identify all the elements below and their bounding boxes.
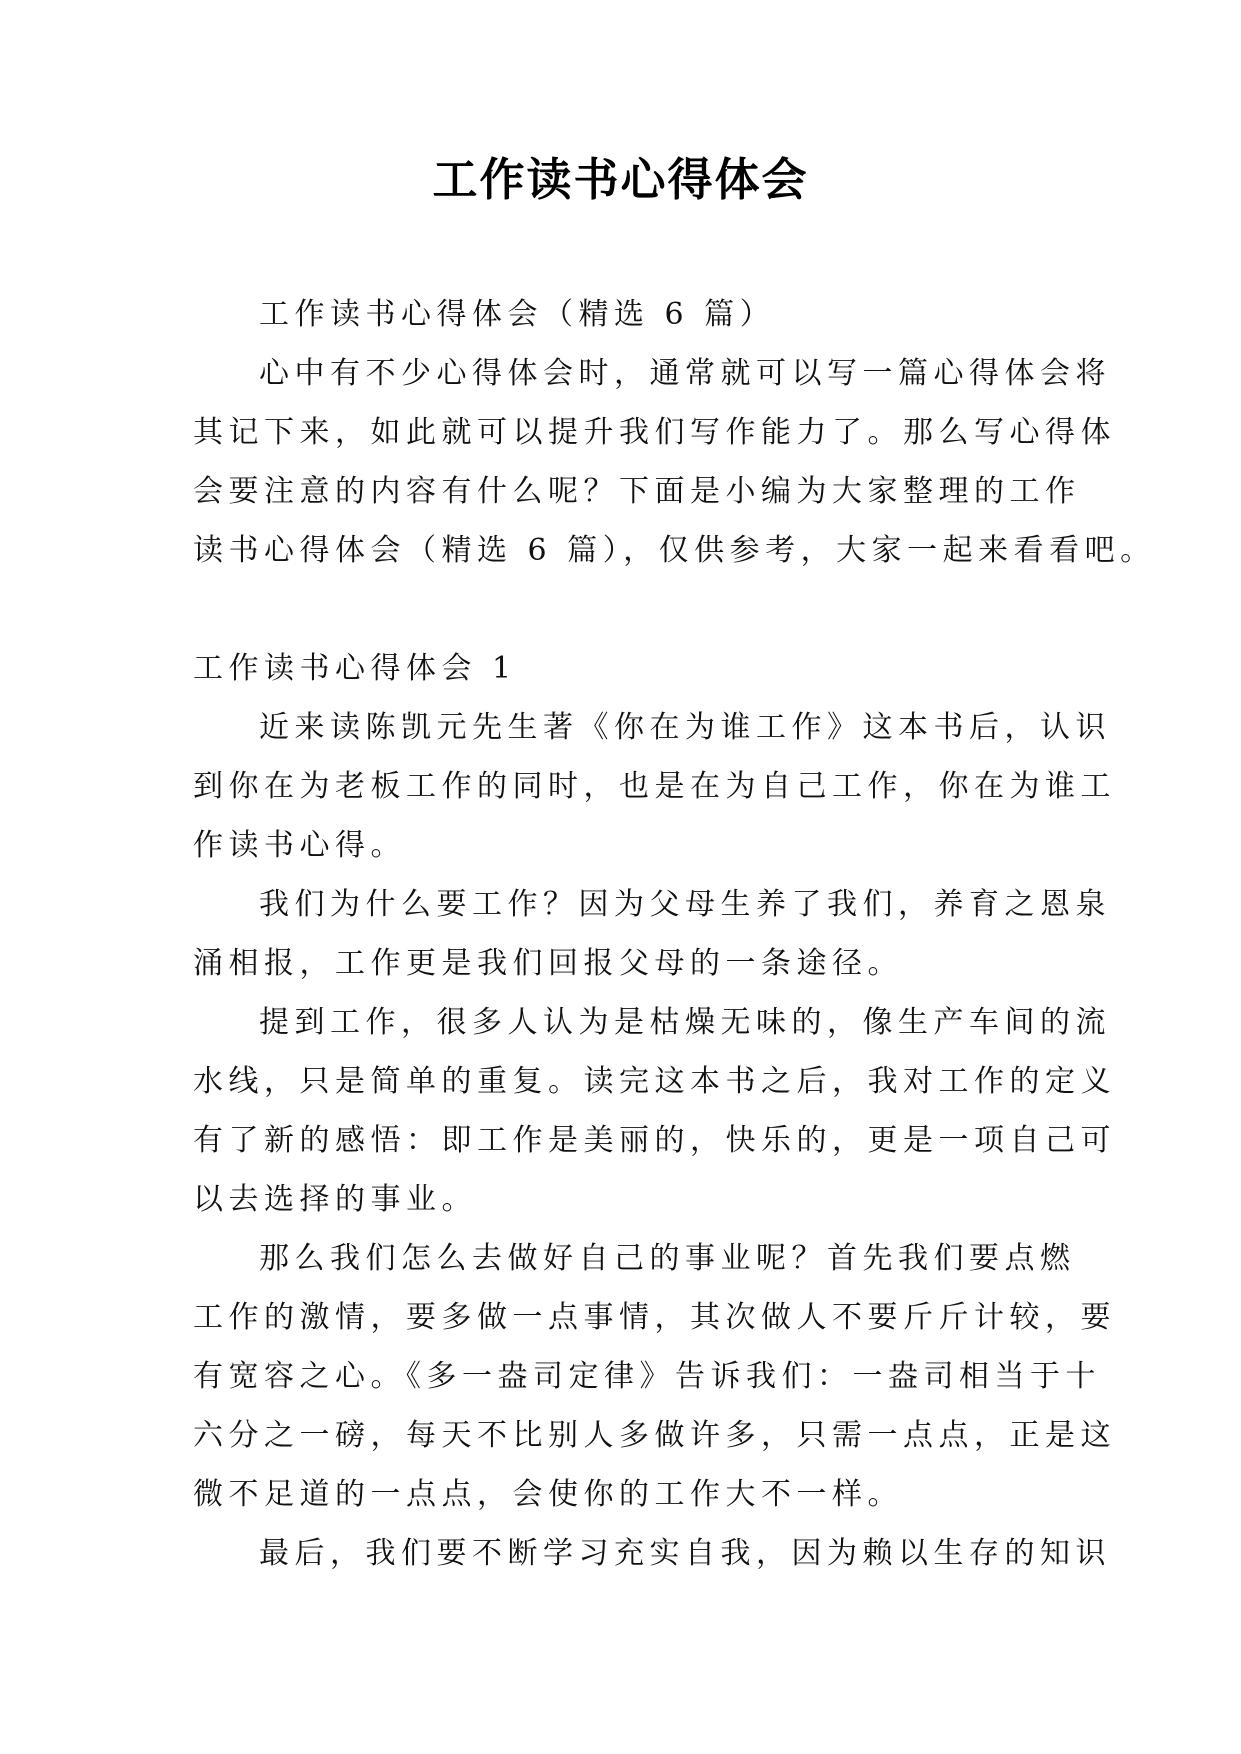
document-subtitle: 工作读书心得体会（精选 6 篇）	[259, 297, 776, 332]
paragraph-line: 水线，只是简单的重复。读完这本书之后，我对工作的定义	[193, 1064, 1116, 1099]
paragraph-line: 最后，我们要不断学习充实自我，因为赖以生存的知识	[259, 1536, 1111, 1571]
document-title: 工作读书心得体会	[432, 153, 809, 206]
paragraph-line: 我们为什么要工作？因为父母生养了我们，养育之恩泉	[259, 887, 1111, 922]
section-heading: 工作读书心得体会 1	[193, 651, 517, 686]
paragraph-line: 读书心得体会（精选 6 篇），仅供参考，大家一起来看看吧。	[193, 533, 1156, 568]
paragraph-line: 会要注意的内容有什么呢？下面是小编为大家整理的工作	[193, 474, 1081, 509]
paragraph-line: 六分之一磅，每天不比别人多做许多，只需一点点，正是这	[193, 1418, 1116, 1453]
paragraph-line: 提到工作，很多人认为是枯燥无味的，像生产车间的流	[259, 1005, 1111, 1040]
paragraph-line: 近来读陈凯元先生著《你在为谁工作》这本书后，认识	[259, 710, 1111, 745]
paragraph-line: 到你在为老板工作的同时，也是在为自己工作，你在为谁工	[193, 769, 1116, 804]
intro-paragraph	[193, 344, 1156, 580]
paragraph-2	[193, 875, 1111, 993]
paragraph-line: 涌相报，工作更是我们回报父母的一条途径。	[193, 946, 903, 981]
paragraph-line: 工作的激情，要多做一点事情，其次做人不要斤斤计较，要	[193, 1300, 1116, 1335]
paragraph-line: 其记下来，如此就可以提升我们写作能力了。那么写心得体	[193, 415, 1116, 450]
paragraph-5	[193, 1524, 1111, 1583]
section-spacer	[193, 580, 1078, 639]
paragraph-line: 有宽容之心。《多一盎司定律》告诉我们：一盎司相当于十	[193, 1359, 1101, 1394]
paragraph-line: 心中有不少心得体会时，通常就可以写一篇心得体会将	[259, 356, 1111, 391]
paragraph-line: 有了新的感悟：即工作是美丽的，快乐的，更是一项自己可	[193, 1123, 1116, 1158]
paragraph-1	[193, 698, 1116, 875]
paragraph-line: 那么我们怎么去做好自己的事业呢？首先我们要点燃	[259, 1241, 1076, 1276]
document-body	[193, 285, 1156, 1583]
paragraph-line: 作读书心得。	[193, 828, 406, 863]
paragraph-4	[193, 1229, 1116, 1524]
paragraph-line: 微不足道的一点点，会使你的工作大不一样。	[193, 1477, 903, 1512]
paragraph-3	[193, 993, 1116, 1229]
paragraph-line: 以去选择的事业。	[193, 1182, 477, 1217]
